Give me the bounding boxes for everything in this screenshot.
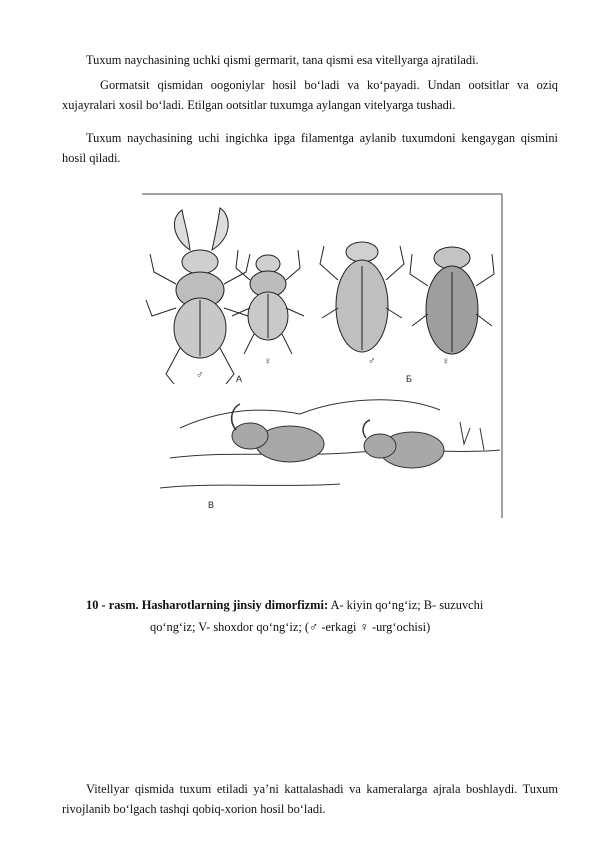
female-symbol-b: ♀	[442, 356, 450, 367]
male-symbol-a: ♂	[196, 370, 204, 381]
beetle-illustration	[140, 188, 506, 518]
diving-beetle-female-drawing	[410, 247, 494, 354]
figure-caption	[62, 594, 558, 638]
rhinoceros-beetles-drawing	[160, 400, 500, 488]
diving-beetle-male-drawing	[320, 242, 404, 352]
stag-beetle-female-drawing	[232, 250, 304, 354]
caption-title: 10 - rasm. Hasharotlarning jinsiy dimorfizmi:	[86, 598, 329, 612]
paragraph-vitellyar: Vitellyar qismida tuxum etiladi ya’ni kattalashadi va kameralarga ajrala boshlaydi. Tuxum rivojlanib bo‘lgach tashqi qobiq-xorion hosil bo‘ladi.	[62, 782, 558, 816]
label-a: A	[236, 374, 243, 384]
female-symbol-a: ♀	[264, 356, 272, 367]
caption-line2: qo‘ng‘iz; V- shoxdor qo‘ng‘iz; (♂ -erkagi ♀ -urg‘ochisi)	[150, 620, 431, 634]
paragraph-filament: Tuxum naychasining uchi ingichka ipga filamentga aylanib tuxumdoni kengaygan qismini hosil qiladi.	[62, 131, 558, 165]
stag-beetle-male-drawing	[146, 208, 254, 384]
beetle-dimorphism-figure	[140, 188, 506, 518]
paragraph-oogoniy: Gormatsit qismidan oogoniylar hosil bo‘ladi va ko‘payadi. Undan ootsitlar va oziq xujayralari xosil bo‘ladi. Etilgan ootsitlar tuxumga aylangan vitelyarga tushadi.	[62, 78, 558, 112]
paragraph-germarit: Tuxum naychasining uchki qismi germarit, tana qismi esa vitellyarga ajratiladi.	[86, 53, 479, 67]
male-symbol-b: ♂	[368, 356, 376, 367]
label-v: В	[208, 500, 215, 510]
caption-line1: A- kiyin qo‘ng‘iz; B- suzuvchi	[328, 598, 484, 612]
label-b: Б	[406, 374, 412, 384]
